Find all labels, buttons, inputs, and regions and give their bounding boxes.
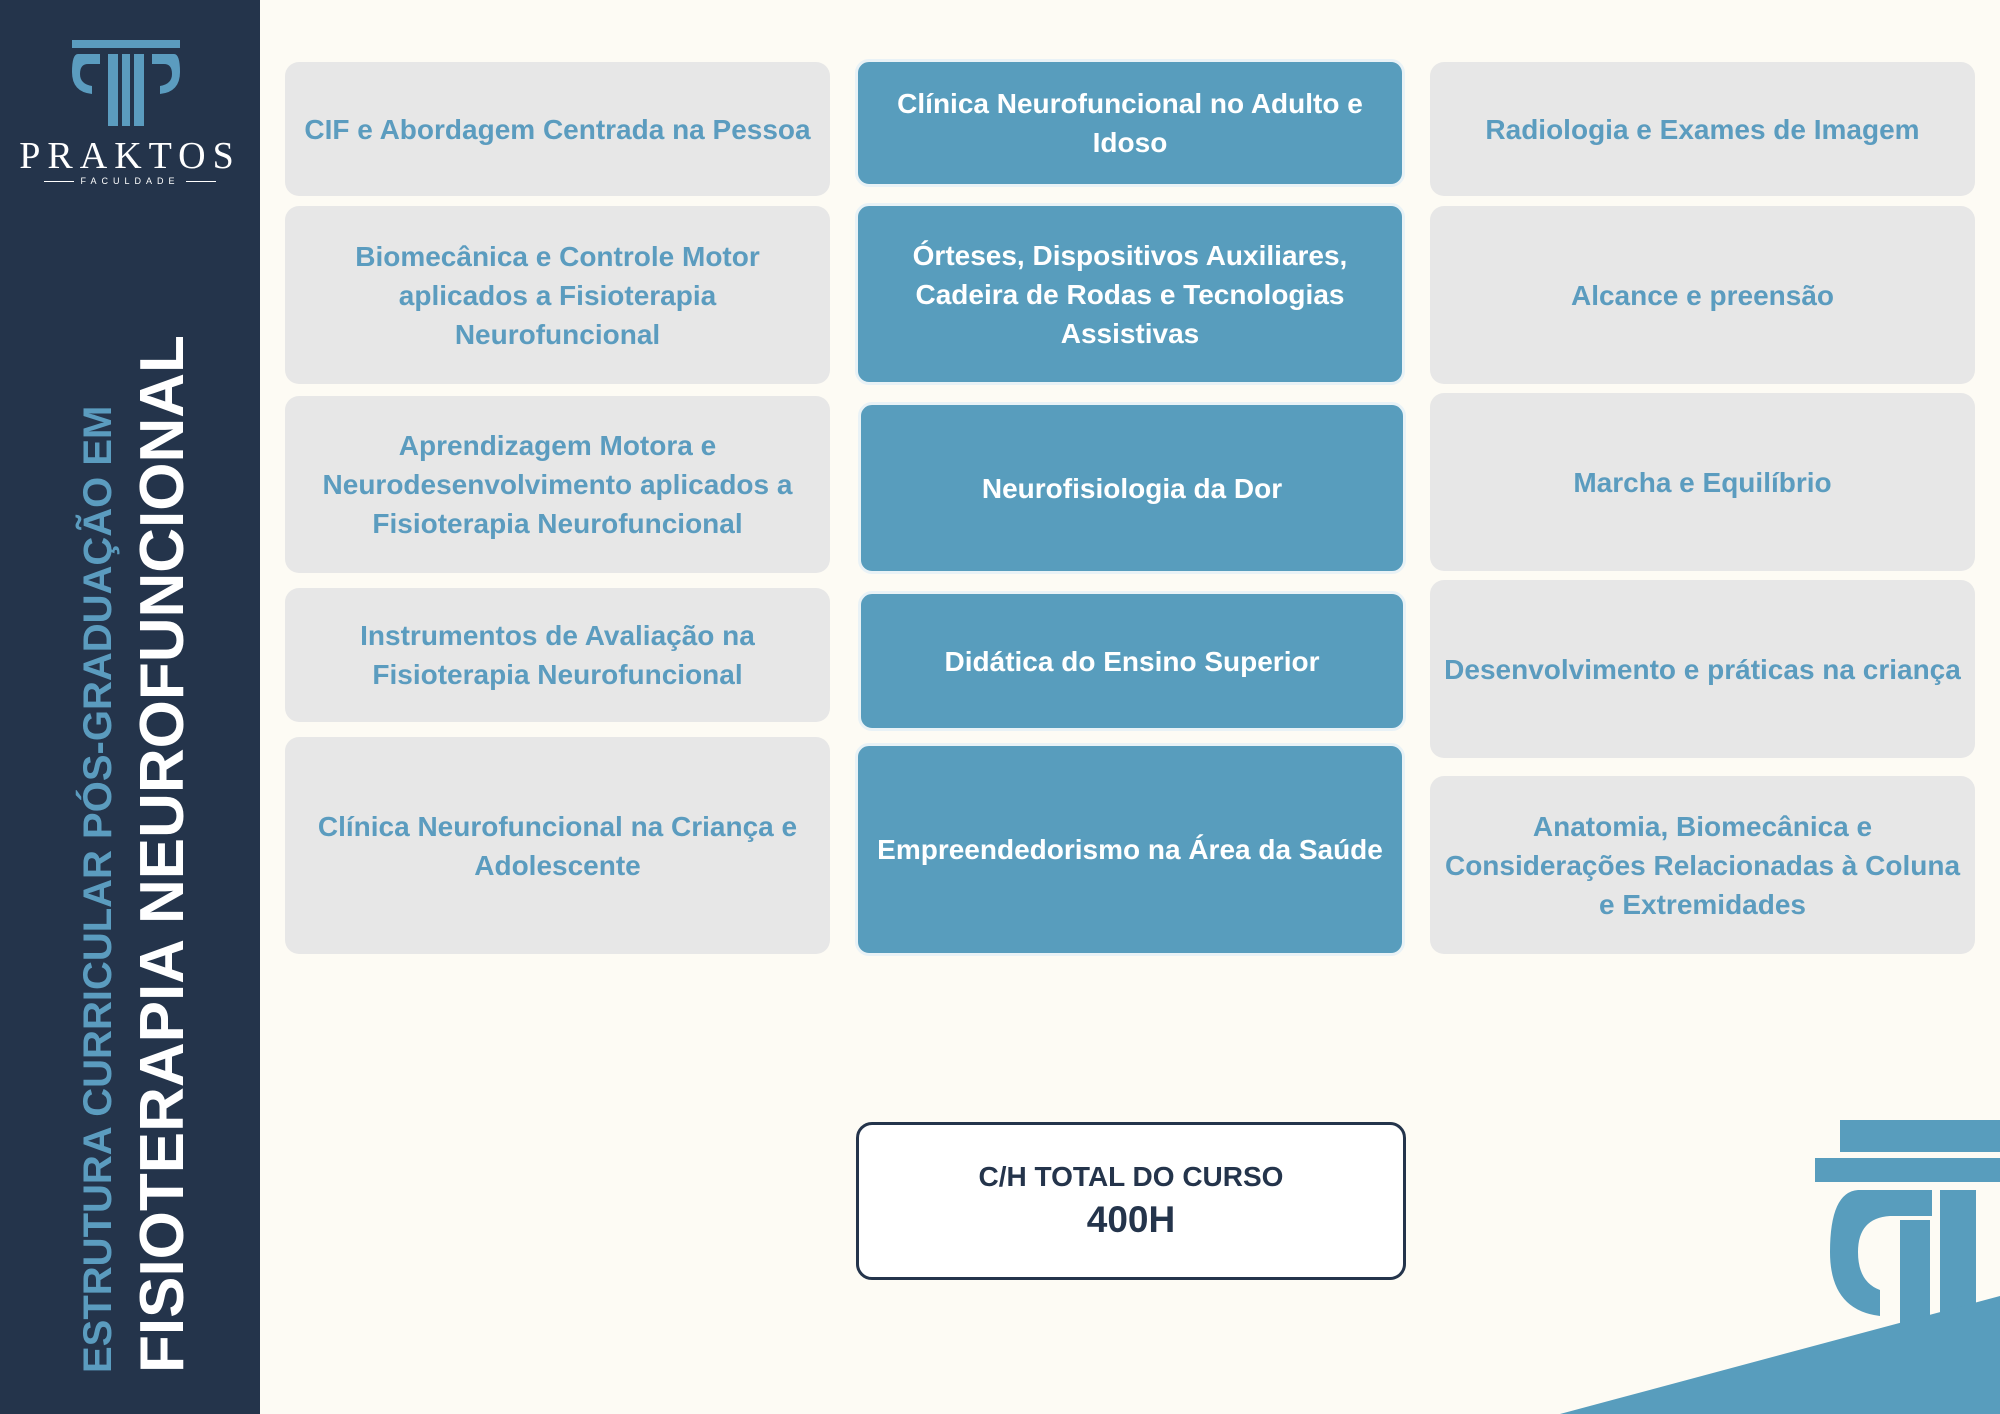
module-card-center-3: Neurofisiologia da Dor bbox=[858, 402, 1406, 574]
module-card-left-3: Aprendizagem Motora e Neurodesenvolvimento aplicados a Fisioterapia Neurofuncional bbox=[285, 396, 830, 573]
module-card-center-1: Clínica Neurofuncional no Adulto e Idoso bbox=[855, 59, 1405, 187]
module-card-left-1: CIF e Abordagem Centrada na Pessoa bbox=[285, 62, 830, 196]
module-card-right-4: Desenvolvimento e práticas na criança bbox=[1430, 580, 1975, 758]
module-card-right-5: Anatomia, Biomecânica e Considerações Relacionadas à Coluna e Extremidades bbox=[1430, 776, 1975, 954]
brand-name: PRAKTOS bbox=[19, 135, 241, 177]
title-main: FISIOTERAPIA NEUROFUNCIONAL bbox=[128, 335, 197, 1373]
module-card-center-4: Didática do Ensino Superior bbox=[858, 591, 1406, 731]
praktos-logo bbox=[18, 36, 242, 196]
pillar-logo-icon bbox=[70, 36, 190, 132]
total-hours-label: C/H TOTAL DO CURSO bbox=[978, 1161, 1284, 1192]
brand-subtitle: FACULDADE bbox=[18, 176, 242, 186]
module-card-right-3: Marcha e Equilíbrio bbox=[1430, 393, 1975, 571]
total-hours-value: 400H bbox=[1086, 1199, 1176, 1240]
title-subtitle: ESTRUTURA CURRICULAR PÓS-GRADUAÇÃO EM bbox=[76, 405, 120, 1373]
module-card-center-5: Empreendedorismo na Área da Saúde bbox=[855, 743, 1405, 956]
decorative-pillar-icon bbox=[1560, 1120, 2000, 1414]
module-card-left-2: Biomecânica e Controle Motor aplicados a Fisioterapia Neurofuncional bbox=[285, 206, 830, 384]
module-card-left-4: Instrumentos de Avaliação na Fisioterapia Neurofuncional bbox=[285, 588, 830, 722]
module-card-right-2: Alcance e preensão bbox=[1430, 206, 1975, 384]
total-hours-box bbox=[856, 1122, 1406, 1280]
sidebar bbox=[0, 0, 260, 1414]
module-card-left-5: Clínica Neurofuncional na Criança e Adolescente bbox=[285, 737, 830, 954]
module-card-right-1: Radiologia e Exames de Imagem bbox=[1430, 62, 1975, 196]
module-card-center-2: Órteses, Dispositivos Auxiliares, Cadeira de Rodas e Tecnologias Assistivas bbox=[855, 203, 1405, 385]
